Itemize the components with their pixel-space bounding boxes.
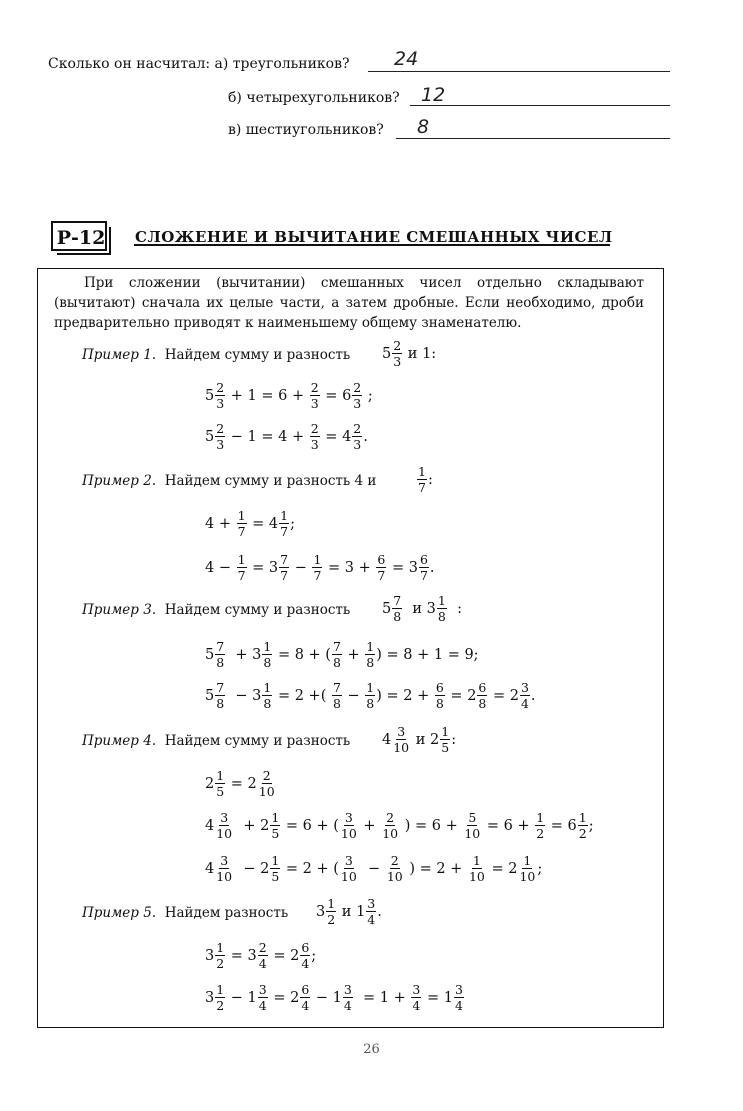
- denominator: 8: [366, 696, 375, 711]
- example-2-label: Пример 2.: [82, 473, 157, 489]
- numerator: 6: [377, 552, 386, 567]
- numerator: 3: [397, 724, 406, 739]
- fraction: [279, 553, 289, 582]
- denominator: 5: [271, 826, 280, 841]
- numerator: 6: [478, 680, 487, 695]
- math-text: − 1 = 4 +: [226, 428, 309, 445]
- numerator: 3: [344, 810, 353, 825]
- question-b-label: б) четырехугольников?: [228, 90, 400, 106]
- denominator: 10: [258, 784, 275, 799]
- denominator: 7: [280, 524, 289, 539]
- math-text: :: [447, 600, 462, 617]
- answer-c-line: [396, 138, 670, 139]
- whole-part: 4: [205, 817, 215, 834]
- example-4-line-3: [205, 854, 542, 883]
- numerator: 7: [280, 552, 289, 567]
- fraction: [215, 983, 225, 1012]
- numerator: 3: [520, 680, 529, 695]
- fraction: [411, 983, 421, 1012]
- math-text: = 2: [268, 989, 300, 1006]
- math-text: = 6: [320, 387, 352, 404]
- fraction: [386, 854, 404, 883]
- numerator: 1: [280, 508, 289, 523]
- fraction: [215, 422, 225, 451]
- fraction: [520, 681, 530, 710]
- math-text: − 1: [226, 989, 257, 1006]
- math-text: + 1 = 6 +: [226, 387, 309, 404]
- whole-part: 5: [382, 600, 392, 617]
- denominator: 10: [393, 740, 410, 755]
- example-4-operands: [382, 725, 456, 754]
- numerator: 7: [332, 680, 341, 695]
- numerator: 6: [301, 940, 310, 955]
- math-text: = 4: [320, 428, 352, 445]
- section-title-underline: [134, 244, 610, 246]
- denominator: 8: [393, 609, 402, 624]
- numerator: 2: [390, 853, 399, 868]
- example-2-header: [82, 473, 376, 489]
- denominator: 3: [353, 437, 362, 452]
- math-text: и 1: [337, 903, 366, 920]
- numerator: 2: [353, 380, 362, 395]
- denominator: 10: [519, 869, 536, 884]
- numerator: 1: [578, 810, 587, 825]
- numerator: 1: [216, 982, 225, 997]
- math-text: − 3: [226, 687, 262, 704]
- numerator: 6: [435, 680, 444, 695]
- math-text: .: [429, 559, 435, 576]
- section-title: СЛОЖЕНИЕ И ВЫЧИТАНИЕ СМЕШАННЫХ ЧИСЕЛ: [135, 228, 613, 246]
- numerator: 1: [366, 680, 375, 695]
- fraction: [340, 811, 358, 840]
- example-5-operands: [316, 897, 382, 926]
- example-2-text: Найдем сумму и разность 4 и: [164, 473, 377, 489]
- math-text: .: [363, 428, 368, 445]
- numerator: 1: [237, 552, 246, 567]
- numerator: 2: [310, 421, 319, 436]
- math-text: = 2: [226, 775, 257, 792]
- math-text: = 3: [226, 947, 257, 964]
- numerator: 2: [216, 421, 225, 436]
- example-3-header: [82, 602, 350, 618]
- denominator: 10: [340, 826, 357, 841]
- math-text: −: [290, 559, 312, 576]
- math-text: 4 −: [205, 559, 236, 576]
- denominator: 3: [310, 396, 319, 411]
- example-5-text: Найдем разность: [164, 905, 289, 921]
- example-3-operands: [382, 594, 462, 623]
- fraction: [215, 381, 225, 410]
- numerator: 3: [343, 982, 352, 997]
- denominator: 7: [419, 568, 428, 583]
- math-text: ;: [588, 817, 594, 834]
- math-text: :: [427, 471, 433, 488]
- fraction: [332, 681, 342, 710]
- fraction: [578, 811, 588, 840]
- denominator: 8: [263, 655, 272, 670]
- numerator: 1: [263, 639, 272, 654]
- denominator: 10: [386, 869, 403, 884]
- math-text: = 1: [422, 989, 453, 1006]
- math-text: .: [530, 687, 536, 704]
- numerator: 2: [353, 421, 362, 436]
- fraction: [343, 983, 353, 1012]
- fraction: [279, 509, 289, 538]
- fraction: [392, 594, 402, 623]
- example-2-operands: [416, 465, 433, 494]
- question-c-label: в) шестиугольников?: [228, 122, 384, 138]
- fraction: [381, 811, 399, 840]
- denominator: 10: [216, 869, 233, 884]
- fraction: [392, 339, 402, 368]
- fraction: [535, 811, 545, 840]
- example-5-line-2: [205, 983, 465, 1012]
- fraction: [463, 811, 481, 840]
- numerator: 7: [332, 639, 341, 654]
- numerator: 3: [454, 982, 463, 997]
- numerator: 1: [472, 853, 481, 868]
- whole-part: 4: [205, 860, 215, 877]
- example-1-operands: [382, 339, 436, 368]
- numerator: 7: [216, 639, 225, 654]
- math-text: ) = 8 + 1 = 9;: [376, 646, 479, 663]
- math-text: = 8 + (: [273, 646, 331, 663]
- denominator: 4: [258, 956, 267, 971]
- numerator: 1: [536, 810, 545, 825]
- fraction: [237, 553, 247, 582]
- denominator: 3: [353, 396, 362, 411]
- fraction: [258, 983, 268, 1012]
- example-4-line-1: [205, 769, 277, 798]
- fraction: [215, 854, 233, 883]
- numerator: 1: [271, 810, 280, 825]
- denominator: 8: [332, 655, 341, 670]
- fraction: [300, 941, 310, 970]
- fraction: [365, 640, 375, 669]
- math-text: 4 +: [205, 515, 236, 532]
- whole-part: 4: [382, 731, 392, 748]
- fraction: [454, 983, 464, 1012]
- answer-c: 8: [417, 116, 430, 138]
- numerator: 3: [367, 896, 376, 911]
- fraction: [365, 681, 375, 710]
- numerator: 6: [301, 982, 310, 997]
- numerator: 3: [344, 853, 353, 868]
- math-text: и 3: [403, 600, 436, 617]
- fraction: [435, 681, 445, 710]
- denominator: 2: [327, 912, 336, 927]
- math-text: = 6 +: [482, 817, 535, 834]
- fraction: [258, 941, 268, 970]
- example-4-header: [82, 733, 350, 749]
- denominator: 8: [437, 609, 446, 624]
- math-text: = 1 +: [353, 989, 411, 1006]
- denominator: 10: [340, 869, 357, 884]
- denominator: 10: [468, 869, 485, 884]
- denominator: 7: [377, 568, 386, 583]
- denominator: 7: [237, 568, 246, 583]
- fraction: [392, 725, 410, 754]
- example-3-line-2: [205, 681, 536, 710]
- denominator: 3: [216, 437, 225, 452]
- math-text: ;: [363, 387, 373, 404]
- denominator: 4: [343, 998, 352, 1013]
- math-text: и 1:: [403, 345, 437, 362]
- math-text: = 2: [488, 687, 519, 704]
- whole-part: 5: [205, 387, 215, 404]
- fraction: [312, 553, 322, 582]
- math-text: ;: [290, 515, 295, 532]
- fraction: [468, 854, 486, 883]
- denominator: 7: [237, 524, 246, 539]
- fraction: [258, 769, 276, 798]
- example-4-text: Найдем сумму и разность: [164, 733, 351, 749]
- math-text: +: [342, 646, 365, 663]
- rule-text: При сложении (вычитании) смешанных чисел отдельно складывают (вычитают) сначала их целые части, а затем дробные. Если необходимо, дроби предварительно приводят к наименьшему общему знаменателю.: [54, 275, 644, 331]
- fraction: [352, 422, 362, 451]
- question-a-label: Сколько он насчитал: а) треугольников?: [48, 56, 350, 72]
- denominator: 8: [216, 655, 225, 670]
- example-2-line-2: [205, 553, 435, 582]
- denominator: 5: [216, 784, 225, 799]
- numerator: 1: [271, 853, 280, 868]
- whole-part: 5: [205, 646, 215, 663]
- numerator: 1: [263, 680, 272, 695]
- answer-b: 12: [421, 84, 446, 106]
- example-3-line-1: [205, 640, 479, 669]
- fraction: [237, 509, 247, 538]
- math-text: ) = 2 +: [404, 860, 467, 877]
- denominator: 2: [216, 998, 225, 1013]
- denominator: 2: [216, 956, 225, 971]
- numerator: 1: [523, 853, 532, 868]
- math-text: + 3: [226, 646, 262, 663]
- denominator: 3: [393, 354, 402, 369]
- fraction: [326, 897, 336, 926]
- math-text: = 3: [247, 559, 279, 576]
- fraction: [215, 640, 225, 669]
- math-text: −: [342, 687, 365, 704]
- numerator: 3: [258, 982, 267, 997]
- denominator: 10: [382, 826, 399, 841]
- denominator: 4: [367, 912, 376, 927]
- fraction: [352, 381, 362, 410]
- numerator: 3: [220, 810, 229, 825]
- denominator: 4: [412, 998, 421, 1013]
- math-text: +: [358, 817, 381, 834]
- numerator: 2: [386, 810, 395, 825]
- denominator: 5: [441, 740, 450, 755]
- math-text: :: [451, 731, 457, 748]
- denominator: 4: [258, 998, 267, 1013]
- fraction: [518, 854, 536, 883]
- whole-part: 5: [205, 428, 215, 445]
- math-text: ) = 2 +: [376, 687, 434, 704]
- numerator: 2: [216, 380, 225, 395]
- whole-part: 2: [205, 775, 215, 792]
- denominator: 7: [313, 568, 322, 583]
- numerator: 1: [313, 552, 322, 567]
- math-text: = 2 + (: [281, 860, 339, 877]
- fraction: [215, 811, 233, 840]
- example-2-line-1: [205, 509, 295, 538]
- numerator: 1: [366, 639, 375, 654]
- denominator: 4: [301, 956, 310, 971]
- fraction: [215, 941, 225, 970]
- fraction: [477, 681, 487, 710]
- whole-part: 5: [382, 345, 392, 362]
- denominator: 5: [271, 869, 280, 884]
- answer-a-line: [368, 71, 670, 72]
- fraction: [310, 381, 320, 410]
- example-1-label: Пример 1.: [82, 347, 157, 363]
- fraction: [262, 681, 272, 710]
- fraction: [366, 897, 376, 926]
- fraction: [262, 640, 272, 669]
- denominator: 8: [263, 696, 272, 711]
- numerator: 2: [310, 380, 319, 395]
- denominator: 8: [478, 696, 487, 711]
- numerator: 7: [216, 680, 225, 695]
- denominator: 4: [454, 998, 463, 1013]
- denominator: 8: [435, 696, 444, 711]
- numerator: 1: [327, 896, 336, 911]
- fraction: [332, 640, 342, 669]
- fraction: [215, 769, 225, 798]
- numerator: 7: [393, 593, 402, 608]
- math-text: ;: [311, 947, 317, 964]
- math-text: = 3 +: [323, 559, 376, 576]
- numerator: 1: [418, 464, 426, 479]
- example-5-label: Пример 5.: [82, 905, 157, 921]
- denominator: 8: [332, 696, 341, 711]
- math-text: = 2: [486, 860, 518, 877]
- denominator: 10: [216, 826, 233, 841]
- numerator: 2: [262, 768, 271, 783]
- denominator: 8: [366, 655, 375, 670]
- fraction: [419, 553, 429, 582]
- example-4-line-2: [205, 811, 594, 840]
- fraction: [340, 854, 358, 883]
- page-number: 26: [363, 1042, 380, 1057]
- example-1-line-2: [205, 422, 368, 451]
- denominator: 3: [216, 396, 225, 411]
- math-text: = 6: [546, 817, 577, 834]
- denominator: 3: [310, 437, 319, 452]
- numerator: 3: [220, 853, 229, 868]
- denominator: 7: [418, 480, 426, 495]
- math-text: ) = 6 +: [400, 817, 463, 834]
- example-5-header: [82, 905, 288, 921]
- whole-part: 3: [316, 903, 326, 920]
- example-1-text: Найдем сумму и разность: [164, 347, 351, 363]
- section-code-box: [51, 221, 107, 251]
- denominator: 7: [280, 568, 289, 583]
- fraction: [215, 681, 225, 710]
- whole-part: 3: [205, 947, 215, 964]
- fraction: [437, 594, 447, 623]
- example-1-header: [82, 347, 350, 363]
- answer-a: 24: [394, 48, 419, 70]
- numerator: 2: [258, 940, 267, 955]
- numerator: 1: [237, 508, 246, 523]
- math-text: + 2: [234, 817, 270, 834]
- denominator: 2: [578, 826, 587, 841]
- math-text: − 1: [311, 989, 342, 1006]
- denominator: 4: [301, 998, 310, 1013]
- denominator: 2: [536, 826, 545, 841]
- denominator: 4: [520, 696, 529, 711]
- math-text: = 2: [268, 947, 300, 964]
- whole-part: 3: [205, 989, 215, 1006]
- math-text: − 2: [234, 860, 270, 877]
- math-text: = 2 +(: [273, 687, 331, 704]
- math-text: −: [358, 860, 385, 877]
- example-3-text: Найдем сумму и разность: [164, 602, 351, 618]
- whole-part: 5: [205, 687, 215, 704]
- fraction: [440, 725, 450, 754]
- fraction: [270, 854, 280, 883]
- math-text: = 6 + (: [281, 817, 339, 834]
- section-code: Р-12: [56, 227, 106, 249]
- example-5-line-1: [205, 941, 316, 970]
- math-text: и 2: [411, 731, 440, 748]
- numerator: 6: [419, 552, 428, 567]
- math-text: = 4: [247, 515, 279, 532]
- numerator: 5: [468, 810, 477, 825]
- fraction: [310, 422, 320, 451]
- fraction: [300, 983, 310, 1012]
- math-text: ;: [537, 860, 543, 877]
- numerator: 3: [412, 982, 421, 997]
- numerator: 1: [216, 940, 225, 955]
- numerator: 1: [441, 724, 450, 739]
- denominator: 8: [216, 696, 225, 711]
- denominator: 10: [464, 826, 481, 841]
- fraction: [376, 553, 386, 582]
- math-text: = 2: [445, 687, 477, 704]
- example-1-line-1: [205, 381, 373, 410]
- fraction: [270, 811, 280, 840]
- numerator: 2: [393, 338, 402, 353]
- numerator: 1: [437, 593, 446, 608]
- example-3-label: Пример 3.: [82, 602, 157, 618]
- answer-b-line: [410, 105, 670, 106]
- numerator: 1: [216, 768, 225, 783]
- example-4-label: Пример 4.: [82, 733, 157, 749]
- math-text: = 3: [387, 559, 418, 576]
- fraction: [417, 465, 427, 494]
- math-text: .: [377, 903, 382, 920]
